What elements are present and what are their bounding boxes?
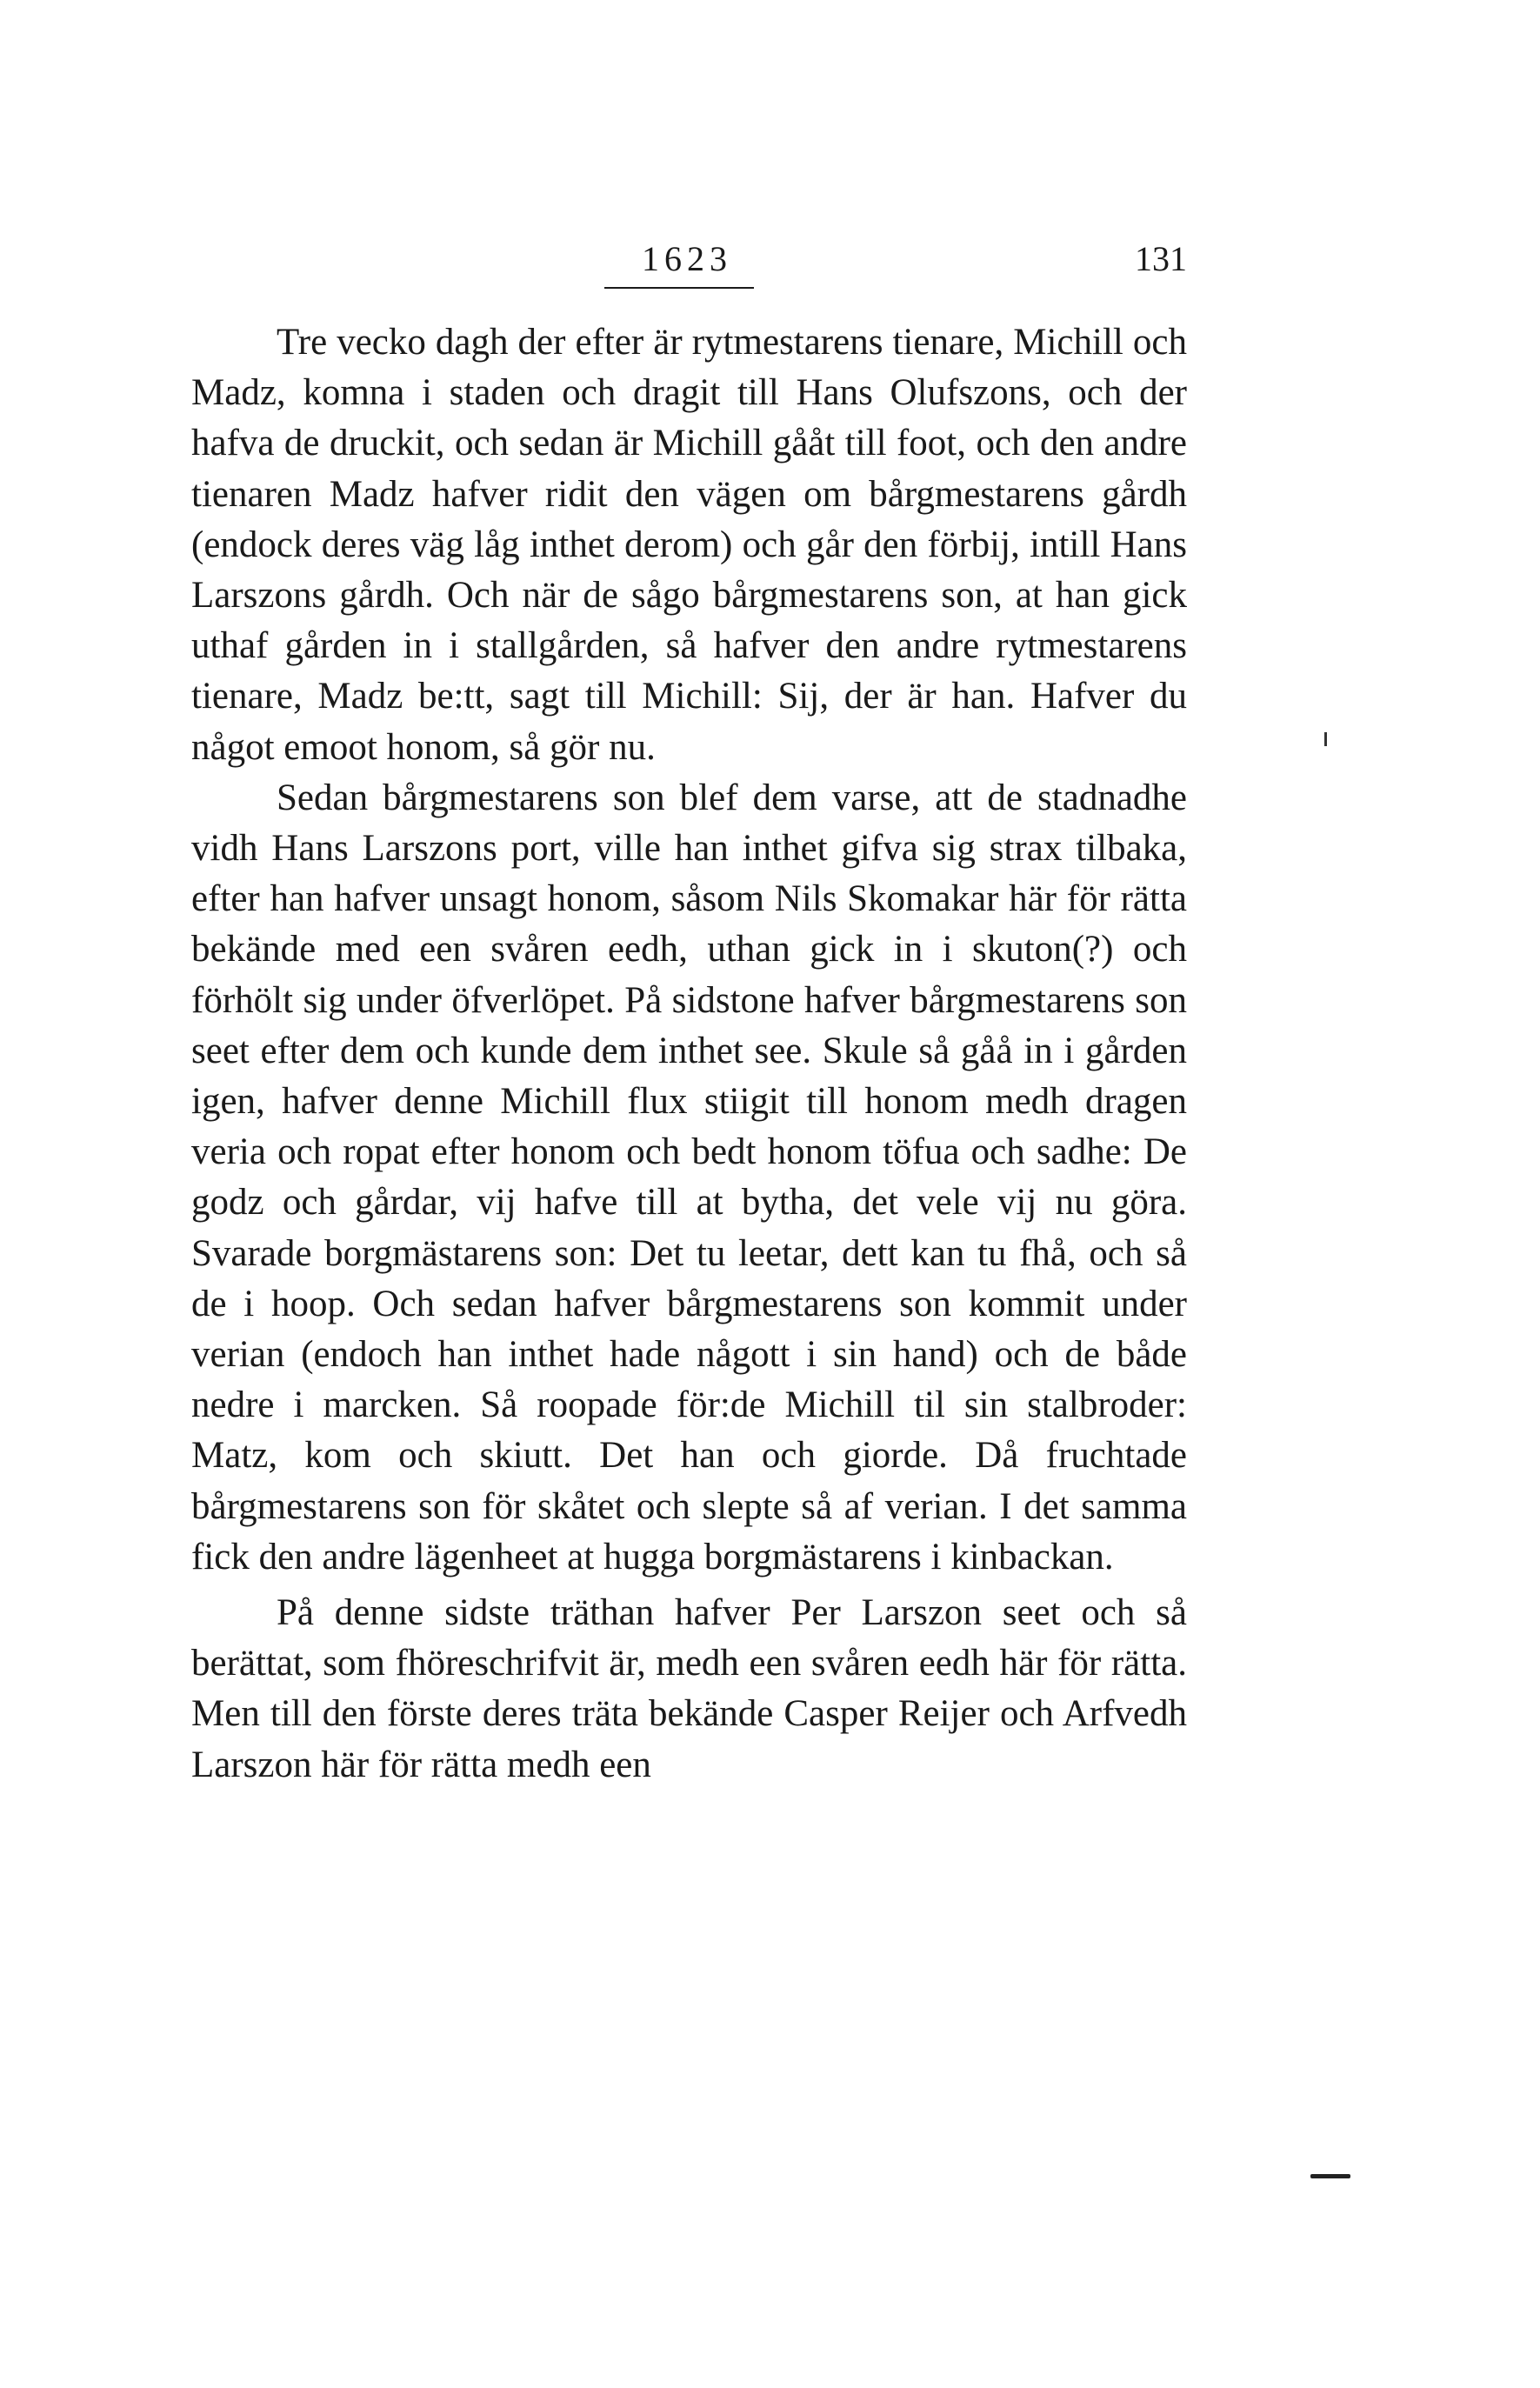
page-number: 131 <box>1135 239 1187 278</box>
margin-dash-mark <box>1310 2174 1350 2178</box>
paragraph-2: Sedan bårgmestarens son blef dem varse, att de stadnadhe vidh Hans Larszons port, ville han inthet gifva sig strax tilbaka, efter han hafver unsagt honom, såsom Nils Skomakar här för rätta bekände med een svåren eedh, uthan gick in i skuton(?) och förhölt sig under öfverlöpet. På sidstone hafver bårgmestarens son seet efter dem och kunde dem inthet see. Skule så gåå in i gården igen, hafver denne Michill flux stiigit till honom medh dragen veria och ropat efter honom och bedt honom töfua och sadhe: De godz och gårdar, vij hafve till at bytha, det vele vij nu göra. Svarade borgmästarens son: Det tu leetar, dett kan tu fhå, och så de i hoop. Och sedan hafver bårgmestarens son kommit under verian (endoch han inthet hade någott i sin hand) och de både nedre i marcken. Så roopade för:de Michill til sin stalbroder: Matz, kom och skiutt. Det han och giorde. Då fruchtade bårgmestarens son för skåtet och slepte så af verian. I det samma fick den andre lägenheet at hugga borgmästarens i kinbackan. <box>191 777 1187 1578</box>
paragraph-1: Tre vecko dagh der efter är rytmestarens tienare, Michill och Madz, komna i staden och dragit till Hans Olufszons, och der hafva de druckit, och sedan är Michill gååt till foot, och den andre tienaren Madz hafver ridit den vägen om bårgmestarens gårdh (endock deres väg låg inthet derom) och går den förbij, intill Hans Larszons gårdh. Och när de sågo bårgmestarens son, at han gick uthaf gården in i stallgården, så hafver den andre rytmestarens tienare, Madz be:tt, sagt till Michill: Sij, der är han. Hafver du något emoot honom, så gör nu. <box>191 322 1187 768</box>
paragraph-3: På denne sidste träthan hafver Per Larszon seet och så berättat, som fhöreschrifvit är, medh een svåren eedh här för rätta. Men till den förste deres träta bekände Casper Reijer och Arfvedh Larszon här för rätta medh een <box>191 1592 1187 1785</box>
heading-underline <box>604 287 754 289</box>
document-body <box>191 317 1187 1791</box>
margin-speck <box>1324 732 1327 746</box>
page-header <box>191 233 1187 294</box>
page-year-heading: 1623 <box>642 239 732 278</box>
